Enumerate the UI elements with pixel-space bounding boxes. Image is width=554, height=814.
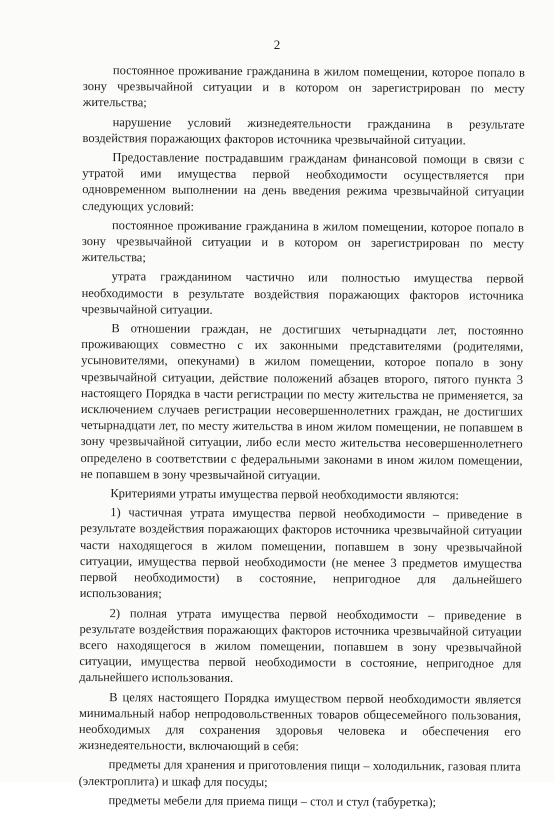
paragraph-2: нарушение условий жизнедеятельности гражданина в результате воздействия поражающих факторов источника чрезвычайной ситуации. <box>82 114 525 148</box>
paragraph-10: В целях настоящего Порядка имуществом первой необходимости является минимальный набор непродовольственных товаров общесемейного пользования, необходимых для сохранения здоровья человека и обеспечения его жизнедеятельности, включающий в себя: <box>78 689 522 754</box>
paragraph-7: Критериями утраты имущества первой необходимости являются: <box>110 486 459 503</box>
paragraph-12: предметы мебели для приема пищи – стол и стул (табуретка); <box>108 792 437 809</box>
paragraph-9: 2) полная утрата имущества первой необходимости – приведение в результате воздействия поражающих факторов источника чрезвычайной ситуации всего находящегося в жилом помещении, попавшем в зону чрезвычайной ситуации, имущества первой необходимости в состояние, непригодное для дальнейшего использования. <box>79 605 522 686</box>
paragraph-6: В отношении граждан, не достигших четырнадцати лет, постоянно проживающих совместно с их законными представителями (родителями, усыновителями, опекунами) в жилом помещении, которое попало в зону чрезвычайной ситуации, действие положений абзацев второго, пятого пункта 3 настоящего Порядка в части регистрации по месту жительства не применяется, за исключением случаев регистрации несовершеннолетних граждан, не достигших четырнадцати лет, по месту жительства в ином жилом помещении, не попавшем в зону чрезвычайной ситуации, либо если место жительства несовершеннолетнего определено в соответствии с федеральными законами в ином жилом помещении, не попавшем в зону чрезвычайной ситуации. <box>80 321 524 483</box>
paragraph-4: постоянное проживание гражданина в жилом помещении, которое попало в зону чрезвычайной ситуации и в котором он зарегистрирован по месту жительства; <box>81 218 525 265</box>
paragraph-3: Предоставление пострадавшим гражданам финансовой помощи в связи с утратой ими имущества первой необходимости осуществляется при одновременном выполнении на день введения режима чрезвычайной ситуации следующих условий: <box>82 150 525 214</box>
paragraph-5: утрата гражданином частично или полностью имущества первой необходимости в результате воздействия поражающих факторов источника чрезвычайной ситуации. <box>81 269 524 317</box>
page-number: 2 <box>273 37 281 52</box>
paragraph-1: постоянное проживание гражданина в жилом помещении, которое попало в зону чрезвычайной ситуации и в котором он зарегистрирован по месту жительства; <box>82 63 525 110</box>
paragraph-8: 1) частичная утрата имущества первой необходимости – приведение в результате воздействия поражающих факторов источника чрезвычайной ситуации части находящегося в жилом помещении, попавшем в зону чрезвычайной ситуации, имущества первой необходимости (не менее 3 предметов имущества первой необходимости) в состояние, непригодное для дальнейшего использования; <box>79 505 523 601</box>
document-body <box>78 62 525 814</box>
paragraph-11: предметы для хранения и приготовления пищи – холодильник, газовая плита (электроплита) и шкаф для посуды; <box>78 757 521 789</box>
